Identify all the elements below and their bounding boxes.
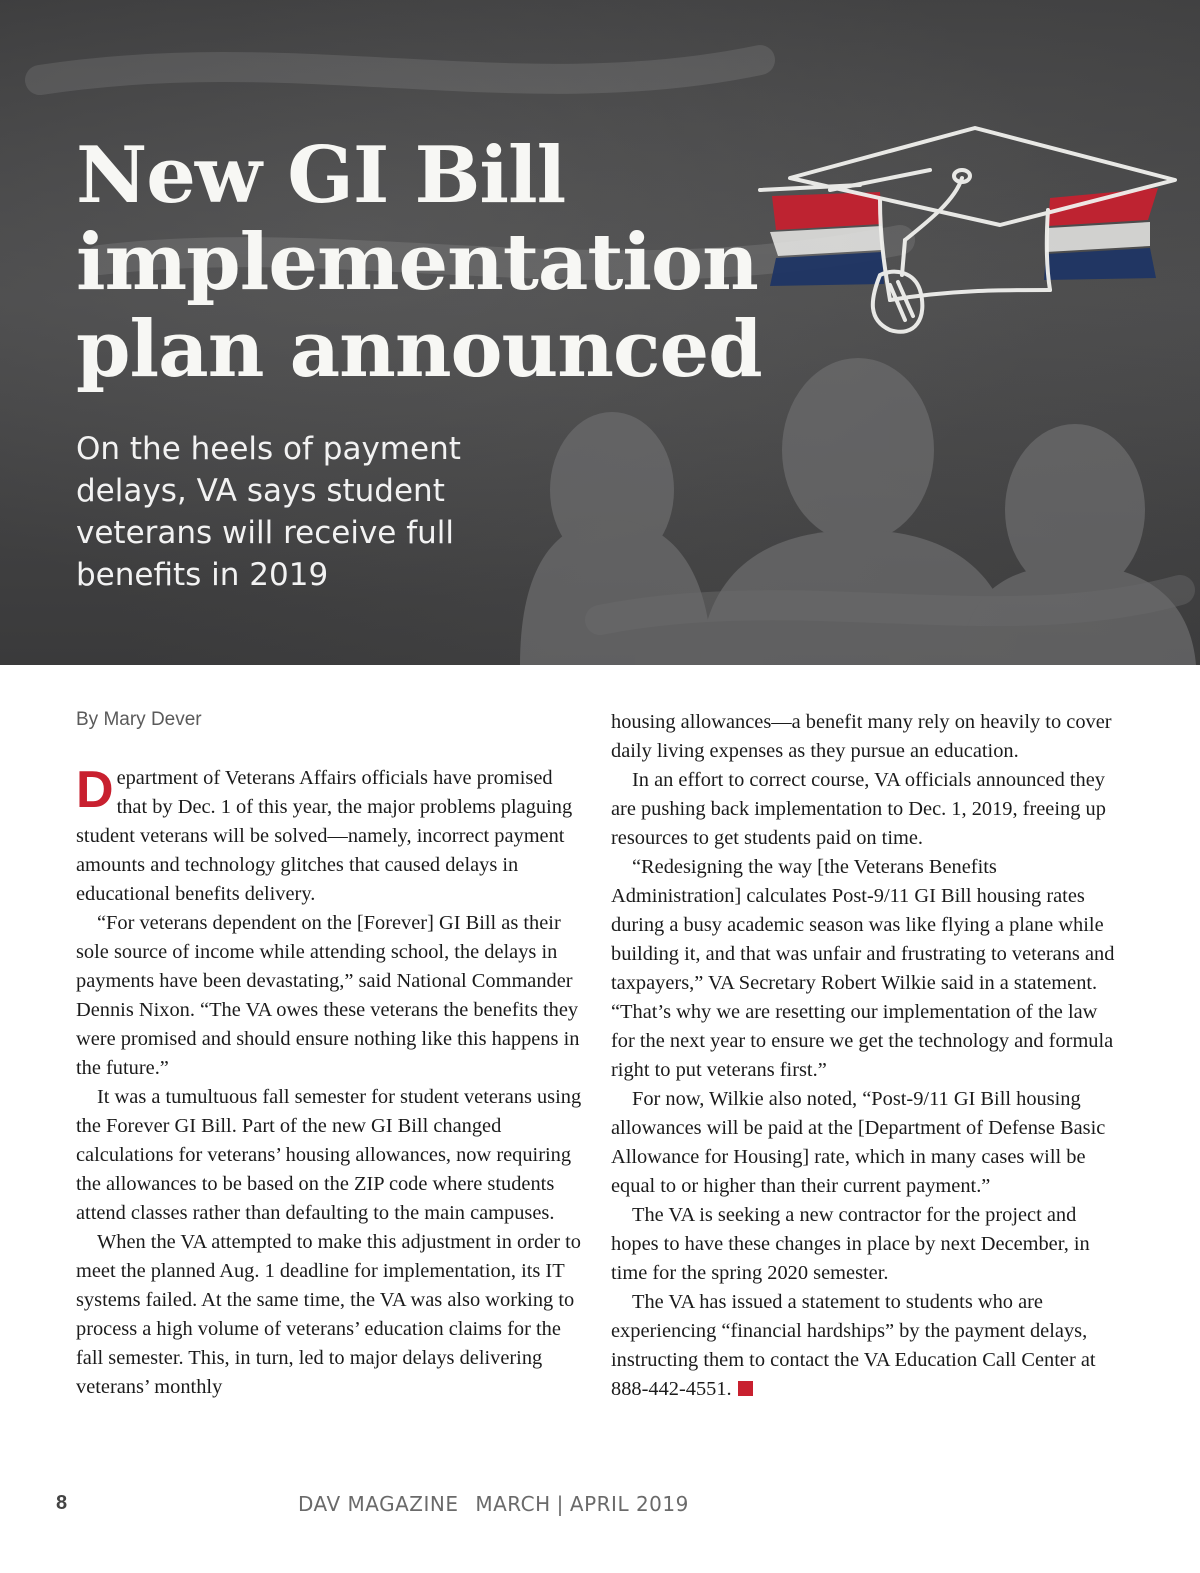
article-paragraph: “Redesigning the way [the Veterans Benefits Administration] calculates Post-9/11 GI Bill housing rates during a busy academic season was like flying a plane while building it, and that was unfair and frustrating to veterans and taxpayers,” VA Secretary Robert Wilkie said in a statement. “That’s why we are resetting our implementation of the law for the next year to ensure we get the technology and formula right to put veterans first.” (611, 856, 1115, 1081)
deck-subtitle: On the heels of payment delays, VA says student veterans will receive full benefits in 2019 (76, 431, 461, 593)
article-paragraph: It was a tumultuous fall semester for student veterans using the Forever GI Bill. Part of the new GI Bill changed calculations for veterans’ housing allowances, now requiring the allowances to be based on the ZIP code where students attend classes rather than defaulting to the main campuses. (76, 1086, 582, 1224)
footer-separator: | (556, 1492, 564, 1516)
end-of-story-icon (738, 1381, 753, 1396)
article-paragraph-last (611, 1288, 1123, 1404)
headline (76, 132, 776, 393)
publication-name: DAV MAGAZINE (298, 1492, 459, 1516)
drop-cap: D (76, 761, 114, 819)
article-paragraph: housing allowances—a benefit many rely on heavily to cover daily living expenses as they pursue an education. (611, 711, 1112, 762)
article-paragraph-text: epartment of Veterans Affairs officials have promised that by Dec. 1 of this year, the major problems plaguing student veterans will be solved—namely, incorrect payment amounts and technology glitches that caused delays in educational benefits delivery. (76, 767, 573, 905)
article-paragraph: “For veterans dependent on the [Forever] GI Bill as their sole source of income while attending school, the delays in payments have been devastating,” said National Commander Dennis Nixon. “The VA owes these veterans the benefits they were promised and should ensure nothing like this happens in the future.” (76, 912, 580, 1079)
headline-line-3: plan announced (76, 304, 762, 395)
article-paragraph: In an effort to correct course, VA officials announced they are pushing back implementation to Dec. 1, 2019, freeing up resources to get students paid on time. (611, 769, 1106, 849)
article-paragraph: For now, Wilkie also noted, “Post-9/11 GI Bill housing allowances will be paid at the [Department of Defense Basic Allowance for Housing] rate, which in many cases will be equal to or higher than their current payment.” (611, 1088, 1106, 1197)
issue-month: MARCH (475, 1492, 551, 1516)
article-column-left (76, 761, 588, 1402)
student-silhouettes (520, 358, 1196, 665)
headline-line-1: New GI Bill (76, 130, 566, 221)
running-footer (298, 1492, 689, 1516)
article-paragraph (76, 761, 588, 909)
article-paragraph: When the VA attempted to make this adjustment in order to meet the planned Aug. 1 deadline for implementation, its IT systems failed. At the same time, the VA was also working to process a high volume of veterans’ education claims for the fall semester. This, in turn, led to major delays delivering veterans’ monthly (76, 1231, 581, 1398)
page-number: 8 (56, 1492, 68, 1514)
hero-banner (0, 0, 1200, 665)
article-paragraph-text: The VA has issued a statement to students who are experiencing “financial hardships” by the payment delays, instructing them to contact the VA Education Call Center at 888-442-4551. (611, 1291, 1096, 1400)
article-paragraph: The VA is seeking a new contractor for the project and hopes to have these changes in place by next December, in time for the spring 2020 semester. (611, 1204, 1090, 1284)
graduation-cap-icon (760, 128, 1175, 332)
article-column-right (611, 708, 1123, 1404)
issue-date: APRIL 2019 (569, 1492, 689, 1516)
byline: By Mary Dever (76, 709, 202, 730)
headline-line-2: implementation (76, 217, 758, 308)
